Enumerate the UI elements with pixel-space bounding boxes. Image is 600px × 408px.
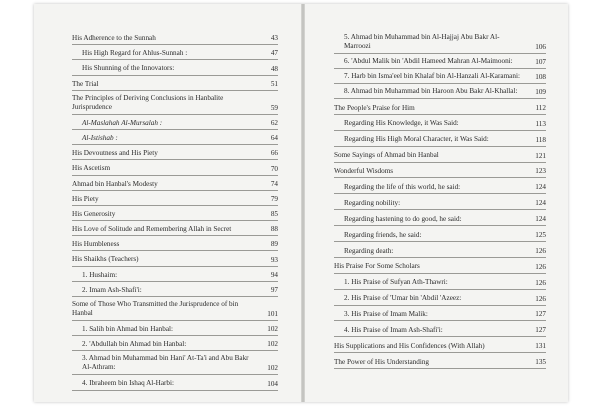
toc-entry	[334, 84, 546, 99]
toc-entry-title: 1. Salih bin Ahmad bin Hanbal:	[82, 325, 174, 333]
toc-entry	[334, 163, 546, 179]
toc-entry-title: Regarding friends, he said:	[344, 230, 422, 239]
toc-entry-title: His Devoutness and His Piety	[72, 149, 158, 158]
toc-entry-title: His High Regard for Ahlus-Sunnah :	[82, 49, 188, 58]
toc-entry-title: 5. Ahmad bin Muhammad bin Al-Hajjaj Abu Bakr Al-Marroozi	[344, 33, 500, 50]
toc-entry-page-number: 64	[270, 134, 278, 143]
toc-entry-title: His Generosity	[72, 209, 116, 218]
toc-entry-title: 2. Imam Ash-Shafi'i:	[82, 285, 142, 294]
toc-entry-page-number: 124	[535, 215, 546, 224]
toc-entry	[334, 337, 546, 353]
toc-entry	[334, 274, 546, 290]
toc-entry-page-number: 126	[535, 262, 546, 271]
toc-entry	[334, 321, 546, 337]
toc-entry-title: His Supplications and His Confidences (With Allah)	[334, 341, 485, 350]
toc-entry	[72, 145, 278, 160]
toc-entry	[72, 76, 278, 91]
toc-entry-page-number: 88	[270, 225, 278, 234]
toc-entry	[72, 30, 278, 45]
toc-entry-page-number: 107	[535, 58, 546, 66]
toc-entry	[334, 290, 546, 306]
toc-entry-page-number: 62	[270, 118, 278, 127]
toc-entry	[72, 115, 278, 130]
toc-entry-title: Regarding death:	[344, 246, 394, 255]
toc-entry-title: Al-Maslahah Al-Mursalah :	[82, 118, 163, 127]
toc-entry	[72, 206, 278, 221]
toc-entry	[72, 375, 278, 390]
toc-entry	[72, 282, 278, 297]
toc-entry-title: His Shunning of the Innovators:	[82, 64, 175, 73]
toc-entry	[334, 306, 546, 322]
open-book	[34, 4, 568, 402]
toc-entry-page-number: 59	[270, 103, 278, 112]
toc-entry	[334, 258, 546, 274]
toc-entry-title: 2. 'Abdullah bin Ahmad bin Hanbal:	[82, 340, 187, 349]
toc-entry	[334, 30, 546, 54]
book-spine	[301, 4, 305, 402]
toc-entry	[334, 99, 546, 115]
toc-entry-page-number: 125	[535, 231, 546, 240]
toc-entry	[72, 191, 278, 206]
toc-entry	[72, 267, 278, 282]
toc-entry	[72, 236, 278, 251]
toc-entry-title: 2. His Praise of 'Umar bin 'Abdil 'Azeez:	[344, 294, 462, 303]
toc-entry-title: 3. His Praise of Imam Malik:	[344, 310, 428, 319]
toc-entry-title: Regarding the life of this world, he said:	[344, 182, 461, 191]
toc-entry-page-number: 94	[270, 270, 278, 279]
toc-entry-title: 3. Ahmad bin Muhammad bin Hani' At-Ta'i and Abu Bakr Al-Athram:	[82, 354, 249, 372]
toc-entry	[72, 176, 278, 191]
toc-entry-title: Regarding His High Moral Character, it Was Said:	[344, 135, 489, 144]
toc-entry-title: His Piety	[72, 194, 99, 203]
toc-entry-page-number: 66	[270, 149, 278, 158]
toc-entry	[72, 160, 278, 175]
toc-entry-title: The Principles of Deriving Conclusions in Hanbalite Jurisprudence	[72, 93, 224, 111]
toc-entry-page-number: 127	[535, 326, 546, 335]
toc-entry-page-number: 124	[535, 183, 546, 192]
toc-entry	[72, 60, 278, 75]
toc-entry-title: 4. His Praise of Imam Ash-Shafi'i:	[344, 325, 443, 334]
toc-entry-page-number: 124	[535, 199, 546, 208]
toc-entry-title: 8. Ahmad bin Muhammad bin Haroon Abu Bakr Al-Khallal:	[344, 87, 518, 95]
toc-entry-title: Regarding nobility:	[344, 198, 401, 207]
toc-entry-title: Wonderful Wisdoms	[334, 167, 394, 176]
toc-entry	[334, 194, 546, 210]
toc-entry-page-number: 102	[267, 340, 278, 349]
toc-entry-title: 6. 'Abdul Malik bin 'Abdil Hameed Mahran Al-Maimooni:	[344, 57, 513, 65]
toc-entry-title: 1. His Praise of Sufyan Ath-Thawri:	[344, 278, 448, 287]
toc-entry-page-number: 48	[270, 64, 278, 73]
toc-entry-title: 1. Hushaim:	[82, 270, 118, 279]
toc-entry-page-number: 97	[270, 286, 278, 294]
toc-entry-title: The People's Praise for Him	[334, 103, 415, 112]
toc-entry	[72, 321, 278, 336]
toc-entry-title: Al-Istishab :	[82, 133, 118, 142]
toc-entry-page-number: 108	[535, 73, 546, 81]
toc-entry-page-number: 121	[535, 151, 546, 160]
toc-entry-page-number: 70	[270, 164, 278, 173]
toc-entry	[334, 54, 546, 69]
toc-entry	[334, 115, 546, 131]
toc-entry-title: The Power of His Understanding	[334, 357, 430, 366]
toc-entry-title: His Shaikhs (Teachers)	[72, 255, 139, 264]
toc-entry-page-number: 89	[270, 240, 278, 249]
toc-entry-page-number: 135	[535, 358, 546, 367]
toc-entry	[334, 69, 546, 84]
toc-entry	[334, 226, 546, 242]
toc-entry-title: His Adherence to the Sunnah	[72, 34, 156, 42]
toc-entry	[72, 91, 278, 115]
toc-entry-page-number: 126	[535, 246, 546, 255]
toc-entry-title: Regarding hastening to do good, he said:	[344, 214, 462, 223]
toc-entry-page-number: 74	[270, 179, 278, 188]
toc-entry-page-number: 102	[267, 364, 278, 373]
toc-entry-page-number: 126	[535, 278, 546, 287]
toc-entry	[72, 297, 278, 321]
toc-entry	[72, 336, 278, 351]
toc-entry-page-number: 126	[535, 294, 546, 303]
toc-entry-page-number: 104	[267, 379, 278, 388]
toc-entry-page-number: 123	[535, 167, 546, 176]
toc-entry-title: His Love of Solitude and Remembering Allah in Secret	[72, 225, 232, 234]
toc-entry	[334, 178, 546, 194]
toc-entry	[72, 45, 278, 60]
toc-entry-page-number: 85	[270, 210, 278, 219]
toc-entry	[334, 353, 546, 369]
toc-entry	[334, 131, 546, 147]
toc-entry-page-number: 101	[267, 310, 278, 318]
toc-entry-page-number: 131	[535, 342, 546, 351]
toc-entry-title: His Ascetism	[72, 164, 111, 173]
toc-entry	[334, 242, 546, 258]
toc-entry-page-number: 106	[535, 43, 546, 51]
toc-entry-page-number: 93	[270, 255, 278, 264]
toc-entry-page-number: 102	[267, 325, 278, 334]
left-page	[72, 30, 278, 392]
toc-entry-title: 7. Harb bin Isma'eel bin Khalaf bin Al-Hanzali Al-Karamani:	[344, 72, 520, 80]
toc-entry-title: His Humbleness	[72, 240, 120, 249]
toc-entry-page-number: 118	[535, 135, 546, 144]
toc-entry	[72, 221, 278, 236]
toc-entry-page-number: 79	[270, 194, 278, 203]
toc-entry	[72, 351, 278, 375]
toc-entry	[72, 130, 278, 145]
right-page	[334, 30, 546, 392]
toc-entry-title: Some Sayings of Ahmad bin Hanbal	[334, 151, 439, 160]
toc-entry-title: The Trial	[72, 79, 99, 88]
toc-entry-title: Ahmad bin Hanbal's Modesty	[72, 179, 158, 188]
toc-entry	[334, 147, 546, 163]
toc-entry-page-number: 113	[535, 119, 546, 128]
toc-entry-title: Regarding His Knowledge, it Was Said:	[344, 119, 459, 128]
toc-entry	[72, 251, 278, 266]
toc-entry-page-number: 112	[535, 103, 546, 112]
toc-entry-title: Some of Those Who Transmitted the Jurisprudence of bin Hanbal	[72, 300, 239, 317]
toc-entry-page-number: 109	[535, 88, 546, 96]
toc-entry-page-number: 51	[270, 79, 278, 88]
toc-entry	[334, 210, 546, 226]
toc-entry-page-number: 43	[270, 34, 278, 43]
toc-entry-page-number: 127	[535, 310, 546, 319]
toc-entry-title: His Praise For Some Scholars	[334, 262, 420, 271]
toc-entry-title: 4. Ibraheem bin Ishaq Al-Harbi:	[82, 379, 175, 388]
toc-entry-page-number: 47	[270, 49, 278, 58]
